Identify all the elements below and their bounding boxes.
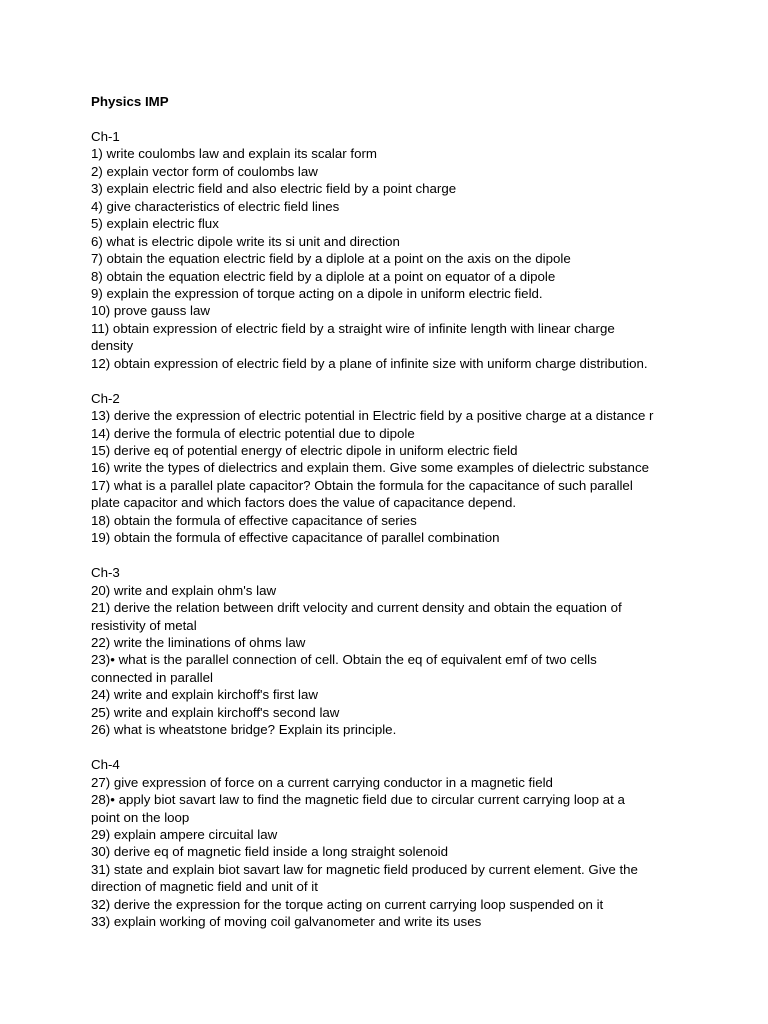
question-item — [91, 145, 761, 162]
chapter-heading: Ch-1 — [91, 128, 120, 144]
question-line: 11) obtain expression of electric field by a straight wire of infinite length with linear charge — [91, 320, 615, 336]
question-line: 5) explain electric flux — [91, 216, 219, 232]
question-item — [91, 250, 761, 267]
question-line: 31) state and explain biot savart law for magnetic field produced by current element. Give the — [91, 861, 638, 877]
question-line: 29) explain ampere circuital law — [91, 826, 278, 842]
question-item — [91, 651, 761, 686]
question-line: 13) derive the expression of electric potential in Electric field by a positive charge at a distance r — [91, 408, 654, 424]
question-line: 32) derive the expression for the torque acting on current carrying loop suspended on it — [91, 896, 604, 912]
chapter-section — [91, 564, 761, 739]
chapter-heading: Ch-4 — [91, 757, 120, 773]
question-line: 25) write and explain kirchoff's second law — [91, 704, 340, 720]
question-line: 8) obtain the equation electric field by a diplole at a point on equator of a dipole — [91, 268, 556, 284]
question-line: 33) explain working of moving coil galvanometer and write its uses — [91, 914, 482, 930]
question-item — [91, 233, 761, 250]
question-line: 10) prove gauss law — [91, 303, 210, 319]
question-line: 16) write the types of dielectrics and explain them. Give some examples of dielectric substance — [91, 460, 649, 476]
question-line: 21) derive the relation between drift velocity and current density and obtain the equation of — [91, 600, 622, 616]
question-item — [91, 686, 761, 703]
question-line: 3) explain electric field and also electric field by a point charge — [91, 181, 457, 197]
question-item — [91, 582, 761, 599]
chapter-section — [91, 128, 761, 372]
question-item — [91, 512, 761, 529]
question-item — [91, 198, 761, 215]
document-content — [91, 93, 761, 931]
question-item — [91, 459, 761, 476]
question-line: 18) obtain the formula of effective capacitance of series — [91, 512, 417, 528]
question-line: 26) what is wheatstone bridge? Explain its principle. — [91, 722, 397, 738]
question-line: 2) explain vector form of coulombs law — [91, 163, 318, 179]
question-line: 19) obtain the formula of effective capacitance of parallel combination — [91, 530, 500, 546]
chapter-section — [91, 390, 761, 547]
question-item — [91, 425, 761, 442]
question-item — [91, 180, 761, 197]
question-item — [91, 529, 761, 546]
question-item — [91, 215, 761, 232]
question-item — [91, 163, 761, 180]
question-item — [91, 477, 761, 512]
question-line: plate capacitor and which factors does the value of capacitance depend. — [91, 495, 517, 511]
question-line: 20) write and explain ohm's law — [91, 582, 277, 598]
question-item — [91, 355, 761, 372]
document-title: Physics IMP — [91, 94, 169, 109]
question-item — [91, 896, 761, 913]
question-line: 22) write the liminations of ohms law — [91, 635, 306, 650]
question-item — [91, 302, 761, 319]
question-line: connected in parallel — [91, 669, 213, 685]
question-line: point on the loop — [91, 809, 190, 825]
chapter-section — [91, 756, 761, 931]
question-line: density — [91, 338, 134, 354]
chapters-container — [91, 128, 761, 931]
chapter-heading: Ch-3 — [91, 565, 120, 581]
question-item — [91, 704, 761, 721]
question-line: 15) derive eq of potential energy of electric dipole in uniform electric field — [91, 443, 518, 459]
question-line: 14) derive the formula of electric potential due to dipole — [91, 425, 415, 441]
question-line: 24) write and explain kirchoff's first law — [91, 687, 318, 703]
question-item — [91, 268, 761, 285]
question-item — [91, 791, 761, 826]
question-item — [91, 634, 761, 651]
question-line: 17) what is a parallel plate capacitor? Obtain the formula for the capacitance of such parallel — [91, 477, 633, 493]
question-item — [91, 913, 761, 930]
question-line: 4) give characteristics of electric field lines — [91, 198, 340, 214]
question-item — [91, 774, 761, 791]
question-item — [91, 320, 761, 355]
question-line: direction of magnetic field and unit of it — [91, 879, 318, 895]
question-item — [91, 721, 761, 738]
question-line: resistivity of metal — [91, 617, 197, 633]
chapter-heading: Ch-2 — [91, 390, 120, 406]
question-item — [91, 599, 761, 634]
question-line: 12) obtain expression of electric field by a plane of infinite size with uniform charge distribution. — [91, 355, 648, 371]
question-line: 6) what is electric dipole write its si unit and direction — [91, 233, 400, 249]
question-line: 9) explain the expression of torque acting on a dipole in uniform electric field. — [91, 285, 543, 301]
question-line: 23)• what is the parallel connection of cell. Obtain the eq of equivalent emf of two cells — [91, 652, 597, 668]
question-line: 28)• apply biot savart law to find the magnetic field due to circular current carrying loop at a — [91, 792, 625, 808]
question-item — [91, 285, 761, 302]
question-item — [91, 826, 761, 843]
question-item — [91, 861, 761, 896]
question-line: 1) write coulombs law and explain its scalar form — [91, 146, 377, 162]
question-item — [91, 442, 761, 459]
question-line: 7) obtain the equation electric field by a diplole at a point on the axis on the dipole — [91, 251, 571, 267]
question-item — [91, 843, 761, 860]
question-item — [91, 407, 761, 424]
question-line: 27) give expression of force on a current carrying conductor in a magnetic field — [91, 774, 553, 790]
question-line: 30) derive eq of magnetic field inside a long straight solenoid — [91, 844, 449, 860]
